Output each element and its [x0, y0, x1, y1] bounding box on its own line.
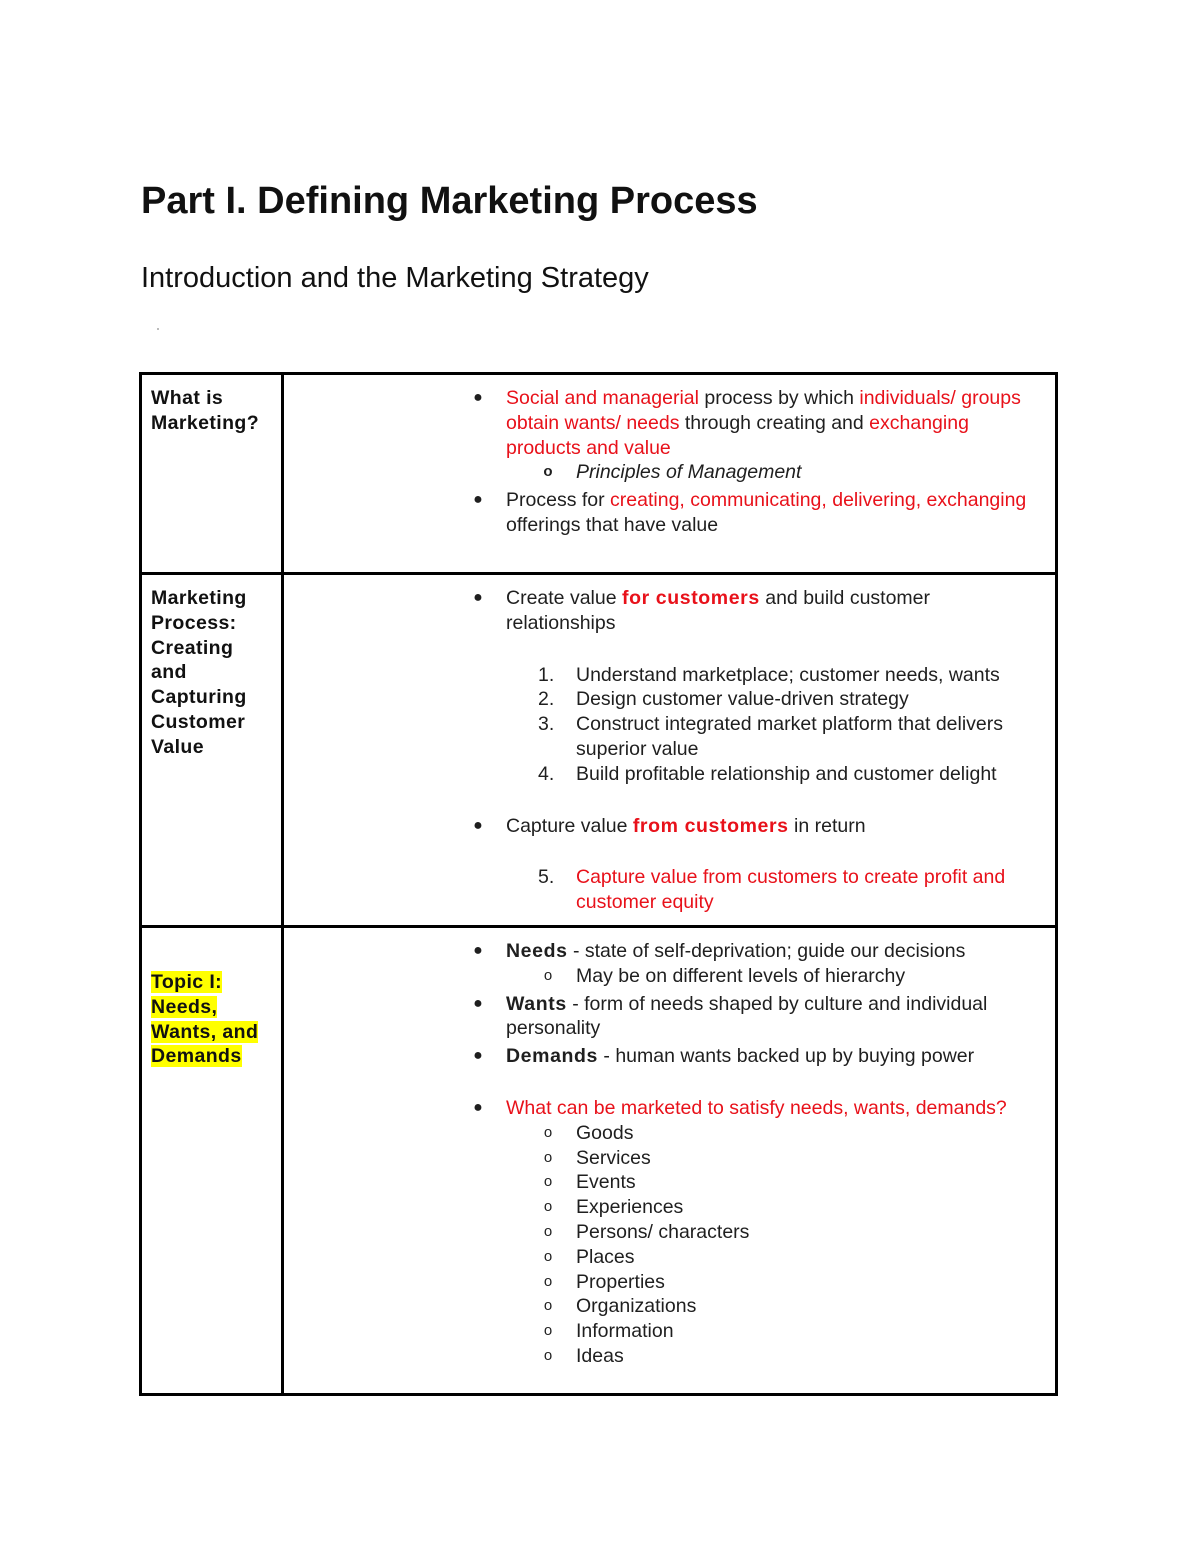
row-label [142, 928, 281, 1069]
item-text: individuals/ groups obtain wants/ needs [506, 387, 1021, 434]
row-label-line [151, 735, 273, 760]
row-label [142, 575, 281, 760]
page-subtitle: Introduction and the Marketing Strategy [141, 262, 649, 294]
table-row [141, 574, 1057, 927]
circle-bullet-icon: o [543, 966, 553, 984]
bullet-icon: ● [473, 1047, 483, 1065]
list-item [284, 1096, 1043, 1121]
list-item [284, 1270, 1043, 1295]
row-content [284, 375, 1055, 538]
row-label-cell [141, 374, 283, 574]
item-text: from customers [632, 814, 789, 837]
row-label-text: Creating [151, 636, 234, 659]
item-text: Properties [576, 1270, 665, 1293]
bullet-icon: ● [473, 1098, 483, 1116]
row-label-line [151, 611, 273, 636]
list-item [284, 1121, 1043, 1146]
bullet-icon: ● [473, 491, 483, 509]
list-number: 5. [538, 866, 555, 889]
row-label-line [151, 1044, 273, 1069]
list-item [284, 814, 1043, 839]
row-label-text: Capturing [151, 686, 247, 709]
list-item [284, 1170, 1043, 1195]
notes-table [139, 372, 1058, 1396]
circle-bullet-icon: o [543, 1123, 553, 1141]
row-label-line [151, 411, 273, 436]
row-label-line [151, 586, 273, 611]
circle-bullet-icon: o [543, 1148, 553, 1166]
row-label-text: Customer [151, 710, 246, 733]
list-item [284, 663, 1043, 688]
spacer [284, 1069, 1043, 1096]
row-label [142, 375, 281, 436]
row-label-line [151, 970, 273, 995]
list-item [284, 1319, 1043, 1344]
row-label-cell [141, 927, 283, 1395]
row-content [284, 928, 1055, 1369]
item-text: exchanging products and value [506, 411, 969, 459]
item-text: Construct integrated market platform that delivers superior value [576, 713, 1004, 760]
row-label-line [151, 660, 273, 685]
list-item [284, 1146, 1043, 1171]
circle-bullet-icon: o [543, 1297, 553, 1315]
item-text: Goods [576, 1121, 634, 1144]
item-text: - state of self-deprivation; guide our decisions [567, 940, 966, 962]
list-item [284, 1220, 1043, 1245]
bullet-icon: ● [473, 589, 483, 606]
circle-bullet-icon: o [543, 1198, 553, 1216]
list-number: 2. [538, 688, 555, 711]
table-row [141, 374, 1057, 574]
list-item [284, 488, 1043, 538]
item-text: Persons/ characters [576, 1220, 750, 1243]
item-text: Understand marketplace; customer needs, wants [576, 663, 1000, 686]
row-label-text: Needs, [151, 995, 218, 1018]
row-label-text: Value [151, 735, 204, 758]
row-label-text: and [151, 661, 187, 684]
circle-bullet-icon: o [543, 1173, 553, 1191]
item-text: - human wants backed up by buying power [597, 1045, 975, 1068]
list-item [284, 386, 1043, 460]
item-text: Wants [506, 992, 567, 1015]
item-text: for customers [621, 587, 760, 609]
item-text: in return [788, 814, 866, 837]
row-content-cell [283, 927, 1057, 1395]
list-item [284, 586, 1043, 636]
row-label-line [151, 1020, 273, 1045]
list-item [284, 460, 1043, 485]
list-item [284, 1344, 1043, 1369]
row-label-text: Process: [151, 611, 237, 634]
bullet-icon: ● [473, 942, 483, 959]
spacer [284, 787, 1043, 814]
list-item [284, 687, 1043, 712]
row-label-cell [141, 574, 283, 927]
list-item [284, 992, 1043, 1042]
item-text: Social and managerial [506, 387, 699, 409]
list-item [284, 1294, 1043, 1319]
item-text: Organizations [576, 1295, 697, 1318]
item-text: Principles of Management [576, 461, 802, 484]
row-label-text: Topic I: [151, 971, 223, 993]
row-label-line [151, 685, 273, 710]
item-text: Capture value [506, 814, 633, 837]
circle-bullet-icon: o [543, 1247, 553, 1265]
list-number: 4. [538, 762, 555, 785]
row-content-cell [283, 374, 1057, 574]
spacer [284, 838, 1043, 865]
item-text: Events [576, 1171, 636, 1194]
row-label-text: Marketing? [151, 411, 260, 434]
item-text: Design customer value-driven strategy [576, 688, 909, 711]
circle-bullet-icon: o [543, 1346, 553, 1364]
list-item [284, 762, 1043, 787]
item-text: Ideas [576, 1344, 624, 1367]
list-number: 3. [538, 713, 555, 736]
list-item [284, 1245, 1043, 1270]
circle-bullet-icon: o [543, 463, 553, 481]
item-text: Capture value from customers to create profit and customer equity [576, 866, 1006, 914]
circle-bullet-icon: o [543, 1222, 553, 1240]
row-label-text: Wants, and [151, 1020, 259, 1043]
item-text: Create value [506, 587, 622, 609]
row-label-text: Demands [151, 1045, 242, 1068]
list-item [284, 712, 1043, 762]
circle-bullet-icon: o [543, 1322, 553, 1340]
item-text: What can be marketed to satisfy needs, wants, demands? [506, 1096, 1007, 1119]
item-text: and build customer relationships [506, 587, 931, 634]
bullet-icon: ● [473, 816, 483, 834]
item-text: offerings that have value [506, 513, 719, 536]
row-label-line [151, 636, 273, 661]
page-title: Part I. Defining Marketing Process [141, 180, 758, 222]
row-content-cell [283, 574, 1057, 927]
item-text: Experiences [576, 1196, 684, 1219]
circle-bullet-icon: o [543, 1272, 553, 1290]
row-label-line [151, 995, 273, 1020]
bullet-icon: ● [473, 389, 483, 406]
item-text: Needs [506, 940, 568, 962]
item-text: through creating and [679, 411, 870, 434]
list-item [284, 939, 1043, 964]
list-item [284, 1044, 1043, 1069]
row-label-text: Marketing [151, 587, 247, 609]
row-content [284, 575, 1055, 915]
item-text: Places [576, 1245, 635, 1268]
list-item [284, 1195, 1043, 1220]
spacer [284, 636, 1043, 663]
item-text: process by which [698, 387, 860, 409]
item-text: Information [576, 1320, 674, 1343]
item-text: - form of needs shaped by culture and individual personality [506, 992, 988, 1040]
item-text: Demands [506, 1045, 598, 1068]
item-text: Build profitable relationship and customer delight [576, 762, 997, 785]
item-text: May be on different levels of hierarchy [576, 964, 906, 987]
row-label-line [151, 386, 273, 411]
bullet-icon: ● [473, 994, 483, 1012]
item-text: Process for [506, 489, 611, 512]
row-label-line [151, 710, 273, 735]
row-label-text: What is [151, 387, 224, 409]
list-item [284, 865, 1043, 915]
stray-mark [157, 328, 159, 330]
item-text: Services [576, 1146, 651, 1169]
item-text: creating, communicating, delivering, exchanging [610, 489, 1027, 512]
table-row [141, 927, 1057, 1395]
list-number: 1. [538, 663, 555, 686]
list-item [284, 964, 1043, 989]
